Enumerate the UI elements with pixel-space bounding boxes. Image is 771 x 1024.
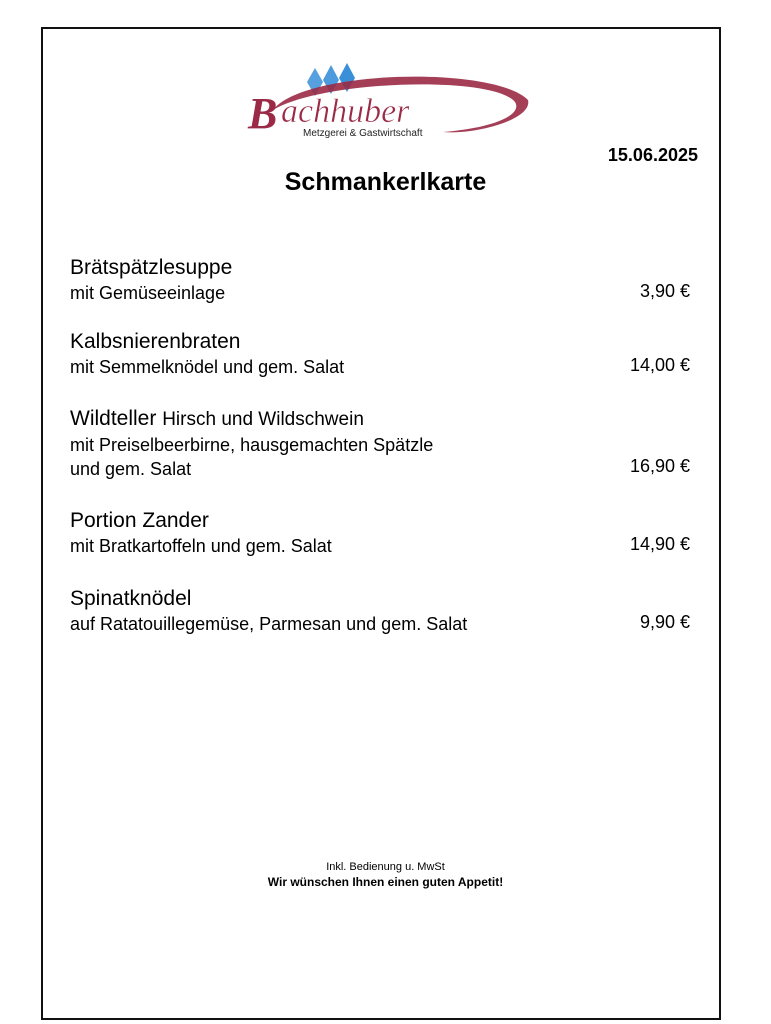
item-note: Hirsch und Wildschwein (162, 409, 364, 430)
item-price: 14,00 € (629, 355, 690, 375)
item-name-row (70, 405, 700, 433)
bachhuber-logo (243, 60, 533, 140)
item-name: Wildteller (70, 407, 157, 430)
item-price: 16,90 € (629, 456, 690, 476)
item-description: mit Semmelknödel und gem. Salat (70, 357, 345, 377)
menu-item (70, 507, 700, 558)
item-description: und gem. Salat (70, 459, 192, 479)
item-name: Spinatknödel (70, 587, 192, 610)
menu-item (70, 254, 700, 305)
item-name: Brätspätzlesuppe (70, 256, 233, 279)
item-price: 3,90 € (639, 281, 690, 301)
item-name: Kalbsnierenbraten (70, 330, 241, 353)
brand-initial: B (248, 89, 278, 138)
item-price: 9,90 € (639, 612, 690, 632)
item-description: mit Preiselbeerbirne, hausgemachten Spätzle (70, 435, 434, 455)
item-description: auf Ratatouillegemüse, Parmesan und gem. Salat (70, 614, 468, 634)
menu-title: Schmankerlkarte (284, 168, 487, 196)
menu-date: 15.06.2025 (607, 145, 698, 165)
menu-item (70, 328, 700, 379)
menu-item (70, 585, 700, 636)
menu-item (70, 405, 700, 481)
item-description: mit Gemüseeinlage (70, 283, 226, 303)
brand-name-rest: achhuber (281, 93, 410, 130)
item-name: Portion Zander (70, 509, 209, 532)
footer-note: Inkl. Bedienung u. MwSt (326, 861, 445, 873)
brand-tagline: Metzgerei & Gastwirtschaft (303, 128, 423, 139)
item-description: mit Bratkartoffeln und gem. Salat (70, 536, 332, 556)
item-price: 14,90 € (629, 534, 690, 554)
footer-greeting: Wir wünschen Ihnen einen guten Appetit! (267, 875, 504, 889)
